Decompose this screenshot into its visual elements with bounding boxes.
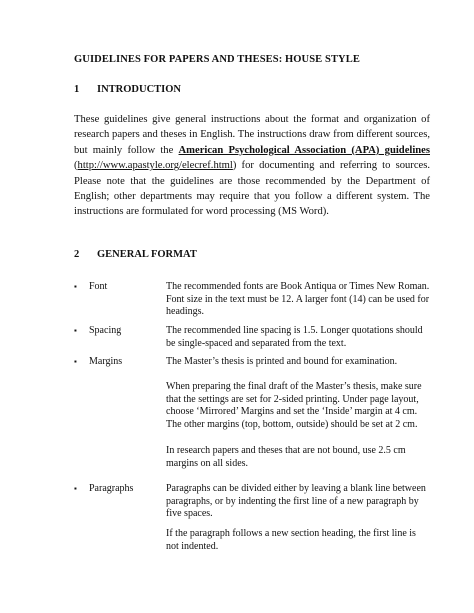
- item-text: The Master’s thesis is printed and bound for examination.: [166, 356, 398, 367]
- item-text: The recommended fonts are Book Antiqua or Times New Roman. Font size in the text must be 12. A larger font (14) can be used for headings.: [166, 281, 430, 318]
- text-line: English; other departments may require that you follow a different system. The: [74, 191, 430, 203]
- section-number: 1: [74, 84, 80, 95]
- document-title: GUIDELINES FOR PAPERS AND THESES: HOUSE STYLE: [74, 54, 360, 65]
- text-line: research papers and theses in English. The instructions draw from different sources,: [74, 129, 430, 141]
- text-line: instructions are formulated for word processing (MS Word).: [74, 206, 329, 218]
- margins-paragraph: When preparing the final draft of the Master’s thesis, make sure that the settings are set for 2-sided printing. Under page layout, choose ‘Mirrored’ Margins and set the ‘Inside’ margin at 4 cm. The other margins (top, bottom, outside) should be set at 2 cm.: [166, 381, 422, 430]
- text-fragment: but mainly follow the: [74, 144, 179, 156]
- bullet-icon: ▪: [74, 282, 77, 291]
- item-label: Margins: [89, 356, 123, 367]
- margins-paragraph: In research papers and theses that are not bound, use 2.5 cm margins on all sides.: [166, 445, 406, 469]
- introduction-paragraph: [74, 112, 430, 220]
- section-title: GENERAL FORMAT: [97, 249, 197, 260]
- text-line: Please note that the guidelines are those recommended by the Department of: [74, 175, 430, 187]
- apa-guidelines-link[interactable]: American Psychological Association (APA) guidelines: [178, 144, 430, 156]
- text-line: [74, 143, 430, 158]
- text-line: These guidelines give general instructions about the format and organization of: [74, 114, 430, 125]
- section-heading-general-format: [74, 249, 197, 260]
- section-number: 2: [74, 249, 80, 260]
- bullet-icon: ▪: [74, 357, 77, 366]
- item-label: Font: [89, 281, 108, 292]
- apastyle-url-link[interactable]: http://www.apastyle.org/elecref.html: [77, 160, 233, 172]
- bullet-icon: ▪: [74, 326, 77, 335]
- item-label: Paragraphs: [89, 483, 134, 494]
- item-text: The recommended line spacing is 1.5. Longer quotations should be single-spaced and separated from the text.: [166, 325, 423, 349]
- section-heading-introduction: [74, 84, 181, 95]
- text-fragment: ) for documenting and referring to sources.: [232, 160, 430, 172]
- section-title: INTRODUCTION: [97, 84, 182, 95]
- item-label: Spacing: [89, 325, 122, 336]
- text-fragment: (: [74, 160, 78, 172]
- item-text: Paragraphs can be divided either by leaving a blank line between paragraphs, or by indenting the first line of a new paragraph by five spaces.: [166, 483, 426, 520]
- text-line: [74, 158, 430, 173]
- bullet-icon: ▪: [74, 484, 77, 493]
- paragraphs-paragraph: If the paragraph follows a new section heading, the first line is not indented.: [166, 528, 416, 552]
